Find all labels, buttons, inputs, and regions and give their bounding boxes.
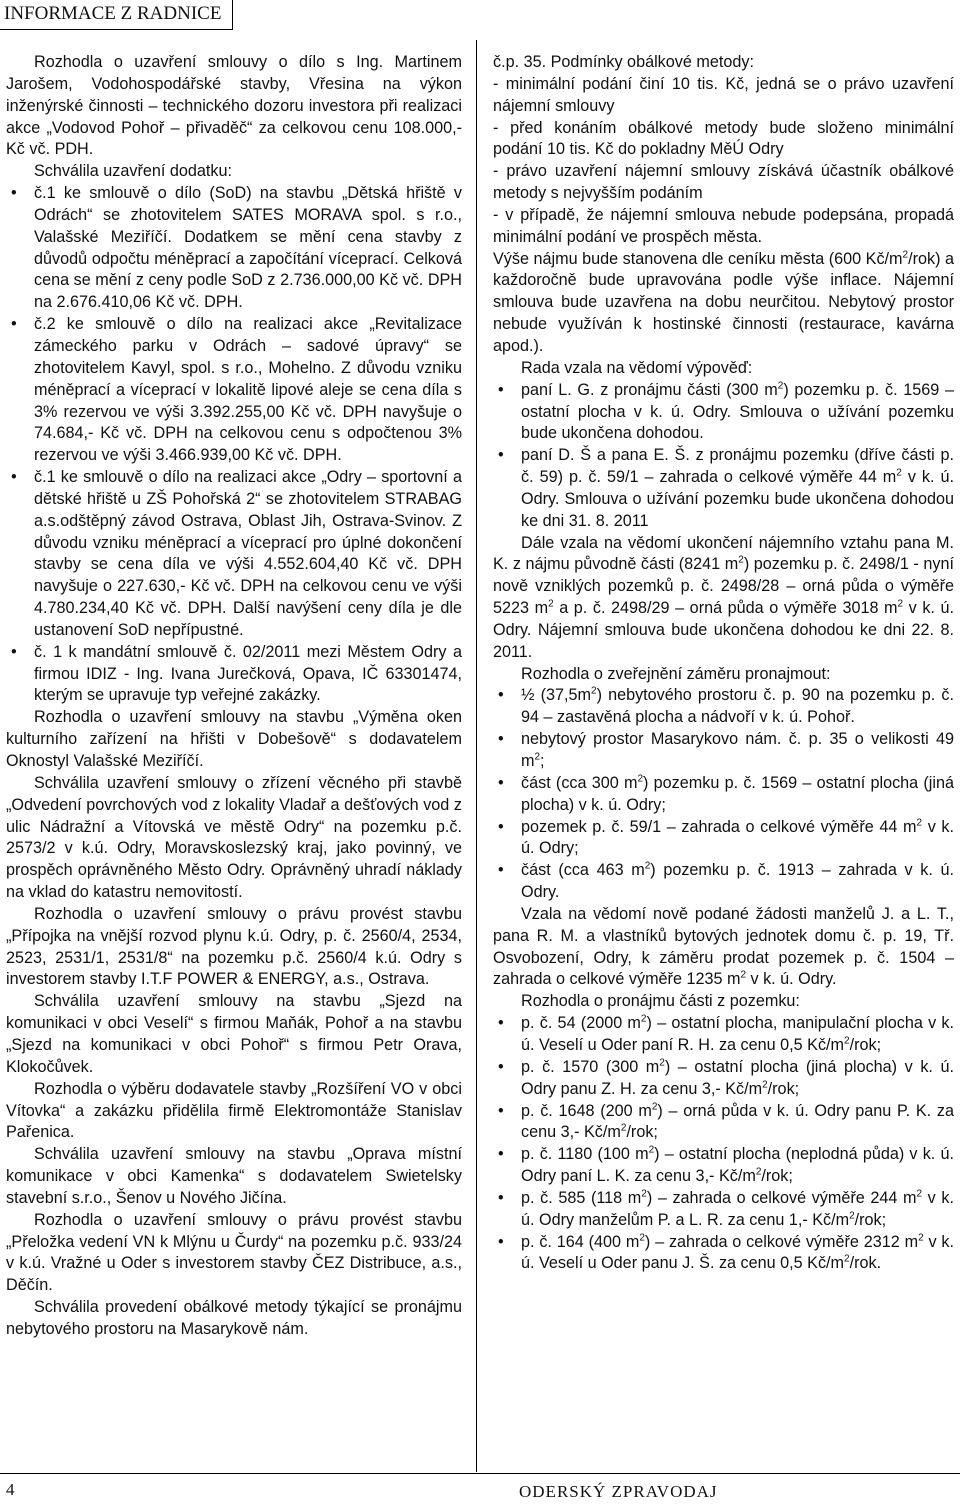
right-column — [493, 52, 954, 1275]
paragraph: Rozhodla o uzavření smlouvy o právu provést stavbu „Přípojka na vnější rozvod plynu k.ú. Odry, p. č. 2560/4, 2534, 2523, 2531/1, 2531/8“ na pozemku p.č. 2560/4 k.ú. Odry s investorem stavby I.T.F POWER & ENERGY, a.s., Ostrava. — [6, 904, 462, 989]
superscript: 2 — [640, 1013, 647, 1025]
text-run: /rok; — [626, 1123, 658, 1142]
bullet-icon: • — [498, 1188, 504, 1207]
superscript: 2 — [777, 380, 784, 392]
paragraph — [493, 533, 954, 664]
text-run: část (cca 463 m — [521, 861, 645, 880]
text-run: nebytový prostor Masarykovo nám. č. p. 35 o velikosti 49 m — [521, 730, 954, 770]
text-run: ) pozemku p. č. 1913 – zahrada v k. ú. Odry. — [521, 861, 954, 902]
text-run: ) pozemku p. č. 1569 – ostatní plocha v k. ú. Odry. Smlouva o užívání pozemku bude ukončena dohodou. — [521, 380, 954, 443]
bullet-item — [6, 314, 462, 467]
bullet-icon: • — [11, 468, 17, 487]
bullet-icon: • — [498, 773, 504, 792]
superscript: 2 — [639, 1232, 645, 1244]
text-run: v k. ú. Veselí u Oder panu J. Š. za cenu 0,5 Kč/m — [521, 1232, 954, 1273]
text-run: p. č. 1180 (100 m — [521, 1145, 649, 1164]
bullet-item — [493, 729, 954, 773]
bullet-item — [493, 1101, 954, 1145]
superscript: 2 — [738, 555, 744, 567]
text-run: v k. ú. Odry. Smlouva o užívání pozemku bude ukončena dohodou ke dni 31. 8. 2011 — [521, 468, 954, 530]
superscript: 2 — [740, 970, 746, 982]
superscript: 2 — [916, 817, 923, 829]
text-run: ) – ostatní plocha (neplodná půda) v k. ú. Odry paní L. K. za cenu 3,- Kč/m — [521, 1145, 954, 1186]
paragraph: Schválila provedení obálkové metody týkající se pronájmu nebytového prostoru na Masarykově nám. — [6, 1298, 462, 1338]
superscript: 2 — [648, 1144, 655, 1156]
text-run: /rok; — [767, 1079, 800, 1098]
paragraph: - před konáním obálkové metody bude složeno minimální podání 10 tis. Kč do pokladny MěÚ Odry — [493, 118, 954, 159]
bullet-item — [6, 467, 462, 642]
text-run: ) pozemku p. č. 1569 – ostatní plocha (jiná plocha) v k. ú. Odry; — [521, 773, 954, 814]
paragraph: - minimální podání činí 10 tis. Kč, jedná se o právo uzavření nájemní smlouvy — [493, 74, 954, 115]
superscript: 2 — [849, 1210, 855, 1222]
bullet-icon: • — [498, 730, 504, 749]
paragraph: Rozhodla o pronájmu části z pozemku: — [521, 992, 800, 1011]
text-run: ; — [540, 752, 545, 770]
bullet-text: č.1 ke smlouvě o dílo (SoD) na stavbu „Dětská hřiště v Odrách“ se zhotovitelem SATES MORAVA spol. s r.o., Valašské Meziříčí. Dodatkem se mění cena stavby z důvodů odpočtu méněprací a započítání víceprací. Celková cena se mění z ceny podle SoD z 2.736.000,00 Kč vč. DPH na 2.676.410,06 Kč vč. DPH. — [34, 184, 462, 312]
text-run: Dále vzala na vědomí ukončení nájemního vztahu pana M. K. z nájmu původně části (8241 m — [493, 533, 954, 574]
bullet-icon: • — [498, 1057, 504, 1076]
text-run: ) nebytového prostoru č. p. 90 na pozemku p. č. 94 – zastavěná plocha a nádvoří v k. ú. Pohoř. — [521, 686, 954, 727]
footer-rule — [0, 1473, 960, 1474]
bullet-text: č. 1 k mandátní smlouvě č. 02/2011 mezi Městem Odry a firmou IDIZ - Ing. Ivana Jurečková, Opava, IČ 63301474, kterým se upravuje typ veřejné zakázky. — [34, 642, 462, 705]
text-run: /rok; — [849, 1035, 882, 1054]
text-run: /rok. — [849, 1254, 882, 1273]
bullet-item — [493, 817, 954, 861]
paragraph: Rozhodla o uzavření smlouvy o dílo s Ing. Martinem Jarošem, Vodohospodářské stavby, Vřesina na výkon inženýrské činnosti – technického dozoru investora při realizaci akce „Vodovod Pohoř – přivaděč“ za celkovou cenu 108.000,- Kč vč. PDH. — [6, 53, 462, 159]
bullet-item — [493, 1232, 954, 1276]
paragraph: Schválila uzavření smlouvy o zřízení věcného při stavbě „Odvedení povrchových vod z lokality Vladař a dešťových vod z ulic Nádražní a Vítovská ve městě Odry“ na pozemku p.č. 2573/2 v k.ú. Odry, Moravskoslezský kraj, jako povinný, ve prospěch oprávněného Město Odry. Oprávněný uhradí náklady na vklad do katastru nemovitostí. — [6, 773, 462, 902]
bullet-item — [6, 183, 462, 314]
text-run: v k. ú. Odry. — [746, 970, 837, 989]
bullet-item — [493, 380, 954, 446]
paragraph: - v případě, že nájemní smlouva nebude podepsána, propadá minimální podání ve prospěch města. — [493, 205, 954, 246]
paragraph: Rozhodla o uzavření smlouvy na stavbu „Výměna oken kulturního zařízení na hřišti v Dobešově“ s dodavatelem Oknostyl Valašské Meziříčí. — [6, 708, 462, 770]
superscript: 2 — [762, 1079, 768, 1091]
superscript: 2 — [755, 1166, 762, 1178]
bullet-text: č.2 ke smlouvě o dílo na realizaci akce „Revitalizace zámeckého parku v Odrách – sadové úpravy“ se zhotovitelem Kavyl, spol. s r.o., Mohelno. Z důvodu vzniku méněprací a víceprací v lokalitě lipové aleje se cena díla s 3% rezervou ve výši 3.392.255,00 Kč vč. DPH navyšuje o 74.684,- Kč vč. DPH na celkovou cenu s odpočtenou 3% rezervou ve výši 3.466.939,00 Kč vč. DPH. — [34, 315, 462, 465]
superscript: 2 — [916, 1188, 923, 1200]
paragraph: - právo uzavření nájemní smlouvy získává účastník obálkové metody s nejvyšším podáním — [493, 162, 954, 203]
publication-title: ODERSKÝ ZPRAVODAJ — [519, 1482, 718, 1501]
superscript: 2 — [902, 249, 909, 261]
bullet-item — [493, 860, 954, 904]
bullet-icon: • — [11, 315, 17, 334]
bullet-icon: • — [498, 861, 504, 880]
text-run: a p. č. 2498/29 – orná půda o výměře 3018 m — [553, 599, 898, 618]
text-run: v k. ú. Odry. Nájemní smlouva bude ukončena dohodou ke dni 22. 8. 2011. — [493, 599, 954, 661]
bullet-icon: • — [11, 642, 17, 661]
text-run: /rok; — [761, 1167, 793, 1186]
section-header-title: INFORMACE Z RADNICE — [4, 3, 222, 24]
text-run: /rok) a každoročně bude upravována podle výše inflace. Nájemní smlouva bude uzavřena na dobu neurčitou. Nebytový prostor nebude využíván k hostinské činnosti (restaurace, kavárna apod.). — [493, 249, 954, 355]
text-run: v k. ú. Odry; — [521, 817, 955, 858]
page-number: 4 — [6, 1480, 15, 1499]
bullet-item — [6, 642, 462, 708]
bullet-icon: • — [11, 184, 17, 203]
text-run: paní D. Š a pana E. Š. z pronájmu pozemku (dříve části p. č. 59) p. č. 59/1 – zahrada o celkové výměře 44 m — [521, 446, 954, 487]
text-run: ) pozemku p. č. 2498/1 - nyní nově vzniklých pozemků p. č. 2498/28 – orná půda o výměře 5223 m — [493, 555, 954, 618]
text-run: Vzala na vědomí nově podané žádosti manželů J. a L. T., pana R. M. a vlastníků bytových jednotek domu č. p. 19, Tř. Osvobození, Odry, k záměru prodat pozemek p. č. 1504 – zahrada o celkové výměře 1235 m — [493, 904, 954, 989]
text-run: paní L. G. z pronájmu části (300 m — [521, 380, 778, 399]
text-run: /rok; — [854, 1210, 887, 1229]
superscript: 2 — [659, 1057, 665, 1069]
text-run: ) – zahrada o celkové výměře 2312 m — [644, 1232, 919, 1251]
bullet-item — [493, 445, 954, 532]
superscript: 2 — [844, 1035, 850, 1047]
text-run: Výše nájmu bude stanovena dle ceníku města (600 Kč/m — [493, 249, 903, 268]
left-column — [6, 52, 462, 1341]
text-run: v k. ú. Odry manželům P. a L. R. za cenu 1,- Kč/m — [521, 1188, 954, 1229]
superscript: 2 — [641, 1188, 647, 1200]
bullet-icon: • — [498, 1145, 504, 1164]
bullet-icon: • — [498, 380, 504, 399]
text-run: p. č. 164 (400 m — [521, 1232, 640, 1251]
paragraph: Rozhodla o uzavření smlouvy o právu provést stavbu „Přeložka vedení VN k Mlýnu u Čurdy“ na pozemku p.č. 933/24 v k.ú. Vražné u Oder s investorem stavby ČEZ Distribuce, a.s., Děčín. — [6, 1210, 462, 1295]
bullet-item — [493, 1144, 954, 1188]
superscript: 2 — [591, 686, 597, 698]
paragraph: Rozhodla o zveřejnění záměru pronajmout: — [521, 664, 831, 683]
bullet-item — [493, 773, 954, 817]
superscript: 2 — [897, 598, 904, 610]
text-run: část (cca 300 m — [521, 773, 638, 792]
paragraph: Schválila uzavření smlouvy na stavbu „Oprava místní komunikace v obci Kamenka“ s dodavatelem Swietelsky stavební s.r.o., Šenov u Nového Jičína. — [6, 1145, 462, 1207]
superscript: 2 — [844, 1254, 850, 1266]
paragraph: Schválila uzavření smlouvy na stavbu „Sjezd na komunikaci v obci Veselí“ s firmou Maňák, Pohoř a na stavbu „Sjezd na komunikaci v obci Pohoř“ s firmou Petr Orava, Klokočůvek. — [6, 992, 462, 1076]
bullet-item — [493, 685, 954, 729]
paragraph — [493, 249, 954, 358]
bullet-icon: • — [498, 817, 504, 836]
superscript: 2 — [620, 1122, 627, 1134]
section-header-box — [0, 0, 233, 30]
text-run: p. č. 1648 (200 m — [521, 1101, 652, 1120]
bullet-icon: • — [498, 686, 504, 705]
superscript: 2 — [644, 860, 651, 872]
paragraph: č.p. 35. Podmínky obálkové metody: — [493, 53, 754, 71]
superscript: 2 — [896, 467, 902, 479]
text-run: pozemek p. č. 59/1 – zahrada o celkové výměře 44 m — [521, 817, 917, 836]
text-run: p. č. 585 (118 m — [521, 1188, 642, 1207]
bullet-item — [493, 1057, 954, 1101]
bullet-item — [493, 1013, 954, 1057]
bullet-icon: • — [498, 1101, 504, 1120]
text-run: ) – ostatní plocha (jiná plocha) v k. ú. Odry panu Z. H. za cenu 3,- Kč/m — [521, 1057, 954, 1098]
superscript: 2 — [534, 751, 541, 763]
bullet-icon: • — [498, 1232, 504, 1251]
paragraph: Rada vzala na vědomí výpověď: — [521, 358, 753, 377]
superscript: 2 — [651, 1101, 658, 1113]
bullet-item — [493, 1188, 954, 1232]
text-run: p. č. 1570 (300 m — [521, 1057, 660, 1076]
paragraph: Rozhodla o výběru dodavatele stavby „Rozšíření VO v obci Vítovka“ a zakázku přidělila firmě Elektromontáže Stanislav Pařenica. — [6, 1079, 462, 1142]
text-run: ½ (37,5m — [521, 686, 591, 705]
text-run: ) – orná půda v k. ú. Odry panu P. K. za cenu 3,- Kč/m — [521, 1101, 954, 1142]
paragraph — [493, 904, 954, 991]
superscript: 2 — [918, 1232, 924, 1244]
bullet-icon: • — [498, 1014, 504, 1033]
superscript: 2 — [548, 598, 554, 610]
text-run: p. č. 54 (2000 m — [521, 1014, 641, 1033]
bullet-text: č.1 ke smlouvě o dílo na realizaci akce „Odry – sportovní a dětské hřiště u ZŠ Pohořská 2“ se zhotovitelem STRABAG a.s.odštěpný závod Ostrava, Oblast Jih, Ostrava-Svinov. Z důvodu vzniku méněprací a víceprací pro úplné dokončení stavby se cena díla ve výši 4.552.604,40 Kč vč. DPH navyšuje o 227.630,- Kč vč. DPH na celkovou cenu ve výši 4.780.234,40 Kč vč. DPH. Další navýšení ceny díla je dle ustanovení SoD nepřípustné. — [34, 468, 462, 639]
superscript: 2 — [637, 773, 644, 785]
bullet-icon: • — [498, 446, 504, 465]
text-run: ) – ostatní plocha, manipulační plocha v k. ú. Veselí u Oder paní R. H. za cenu 0,5 Kč/m — [521, 1014, 954, 1054]
column-divider — [476, 40, 477, 1472]
paragraph: Schválila uzavření dodatku: — [34, 162, 232, 181]
text-run: ) – zahrada o celkové výměře 244 m — [646, 1188, 917, 1207]
